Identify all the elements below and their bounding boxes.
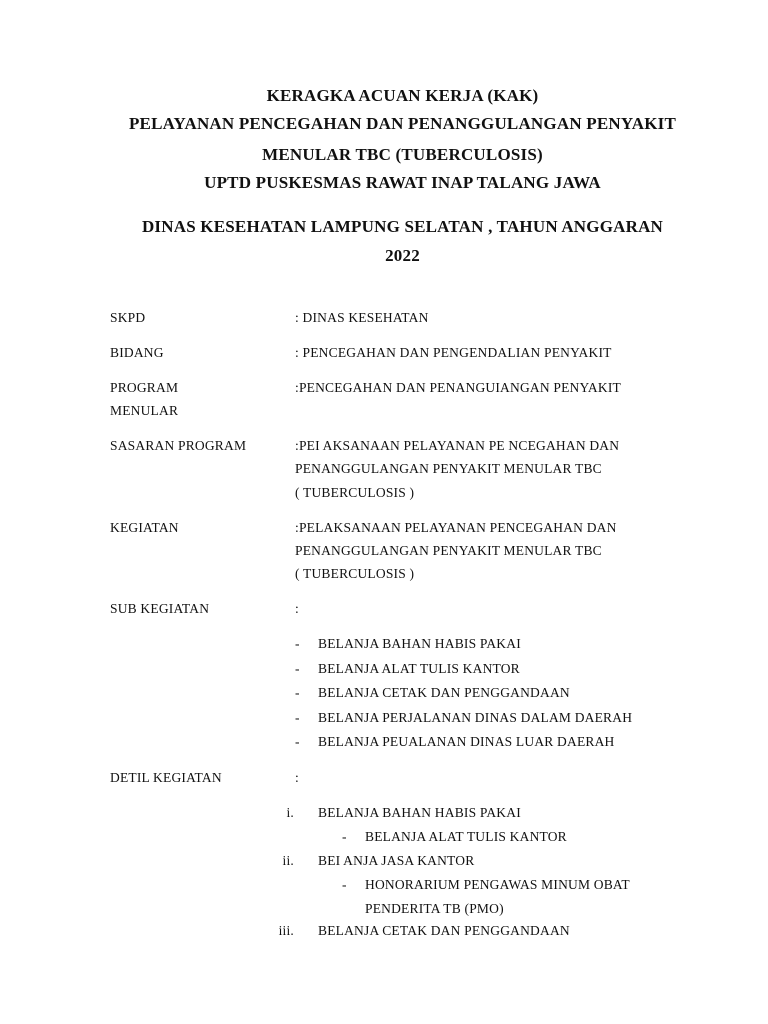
list-bullet: - (295, 661, 300, 676)
kegiatan-label: KEGIATAN (110, 520, 179, 535)
sasaran-value-line-1: :PEI AKSANAAN PELAYANAN PE NCEGAHAN DAN (295, 438, 620, 453)
doc-subtitle-line-2: MENULAR TBC (TUBERCULOSIS) (262, 145, 543, 164)
detil-item: BELANJA BAHAN HABIS PAKAI (318, 805, 521, 820)
doc-subtitle-line-1: PELAYANAN PENCEGAHAN DAN PENANGGULANGAN PENYAKIT (128, 114, 677, 133)
kegiatan-value-line-3: ( TUBERCULOSIS ) (295, 566, 415, 581)
detil-kegiatan-colon: : (295, 770, 299, 785)
doc-title: KERAGKA ACUAN KERJA (KAK) (266, 86, 539, 105)
list-bullet: - (295, 710, 300, 725)
detil-kegiatan-label: DETIL KEGIATAN (110, 770, 222, 785)
doc-agency-line-1: DINAS KESEHATAN LAMPUNG SELATAN , TAHUN ANGGARAN (141, 217, 664, 236)
detil-item: BELANJA CETAK DAN PENGGANDAAN (318, 923, 570, 938)
sub-kegiatan-item: BELANJA PERJALANAN DINAS DALAM DAERAH (318, 710, 633, 725)
skpd-label: SKPD (110, 310, 146, 325)
bidang-label: BIDANG (110, 345, 164, 360)
doc-agency-line-2: 2022 (385, 246, 420, 265)
sub-kegiatan-item: BELANJA BAHAN HABIS PAKAI (318, 636, 521, 651)
kegiatan-value-line-1: :PELAKSANAAN PELAYANAN PENCEGAHAN DAN (295, 520, 617, 535)
sub-kegiatan-label: SUB KEGIATAN (110, 601, 210, 616)
list-bullet: - (295, 734, 300, 749)
sub-kegiatan-item: BELANJA ALAT TULIS KANTOR (318, 661, 520, 676)
detil-subitem: BELANJA ALAT TULIS KANTOR (365, 829, 567, 844)
program-value: :PENCEGAHAN DAN PENANGUIANGAN PENYAKIT (295, 380, 621, 395)
kegiatan-value-line-2: PENANGGULANGAN PENYAKIT MENULAR TBC (295, 543, 602, 558)
detil-item-number: iii. (278, 923, 294, 938)
list-bullet: - (295, 685, 300, 700)
sub-kegiatan-item: BELANJA PEUALANAN DINAS LUAR DAERAH (318, 734, 615, 749)
list-bullet: - (342, 877, 347, 892)
list-bullet: - (342, 829, 347, 844)
list-bullet: - (295, 636, 300, 651)
program-label-line-1: PROGRAM (110, 380, 179, 395)
detil-item-number: i. (286, 805, 294, 820)
sasaran-value-line-2: PENANGGULANGAN PENYAKIT MENULAR TBC (295, 461, 602, 476)
sasaran-value-line-3: ( TUBERCULOSIS ) (295, 485, 415, 500)
bidang-value: : PENCEGAHAN DAN PENGENDALIAN PENYAKIT (295, 345, 612, 360)
detil-subitem-continuation: PENDERITA TB (PMO) (365, 901, 504, 916)
detil-item-number: ii. (282, 853, 294, 868)
detil-subitem: HONORARIUM PENGAWAS MINUM OBAT (365, 877, 630, 892)
sasaran-label: SASARAN PROGRAM (110, 438, 247, 453)
sub-kegiatan-colon: : (295, 601, 299, 616)
sub-kegiatan-item: BELANJA CETAK DAN PENGGANDAAN (318, 685, 570, 700)
skpd-value: : DINAS KESEHATAN (295, 310, 429, 325)
detil-item: BEI ANJA JASA KANTOR (318, 853, 475, 868)
program-label-line-2: MENULAR (110, 403, 179, 418)
doc-institution: UPTD PUSKESMAS RAWAT INAP TALANG JAWA (204, 173, 601, 192)
